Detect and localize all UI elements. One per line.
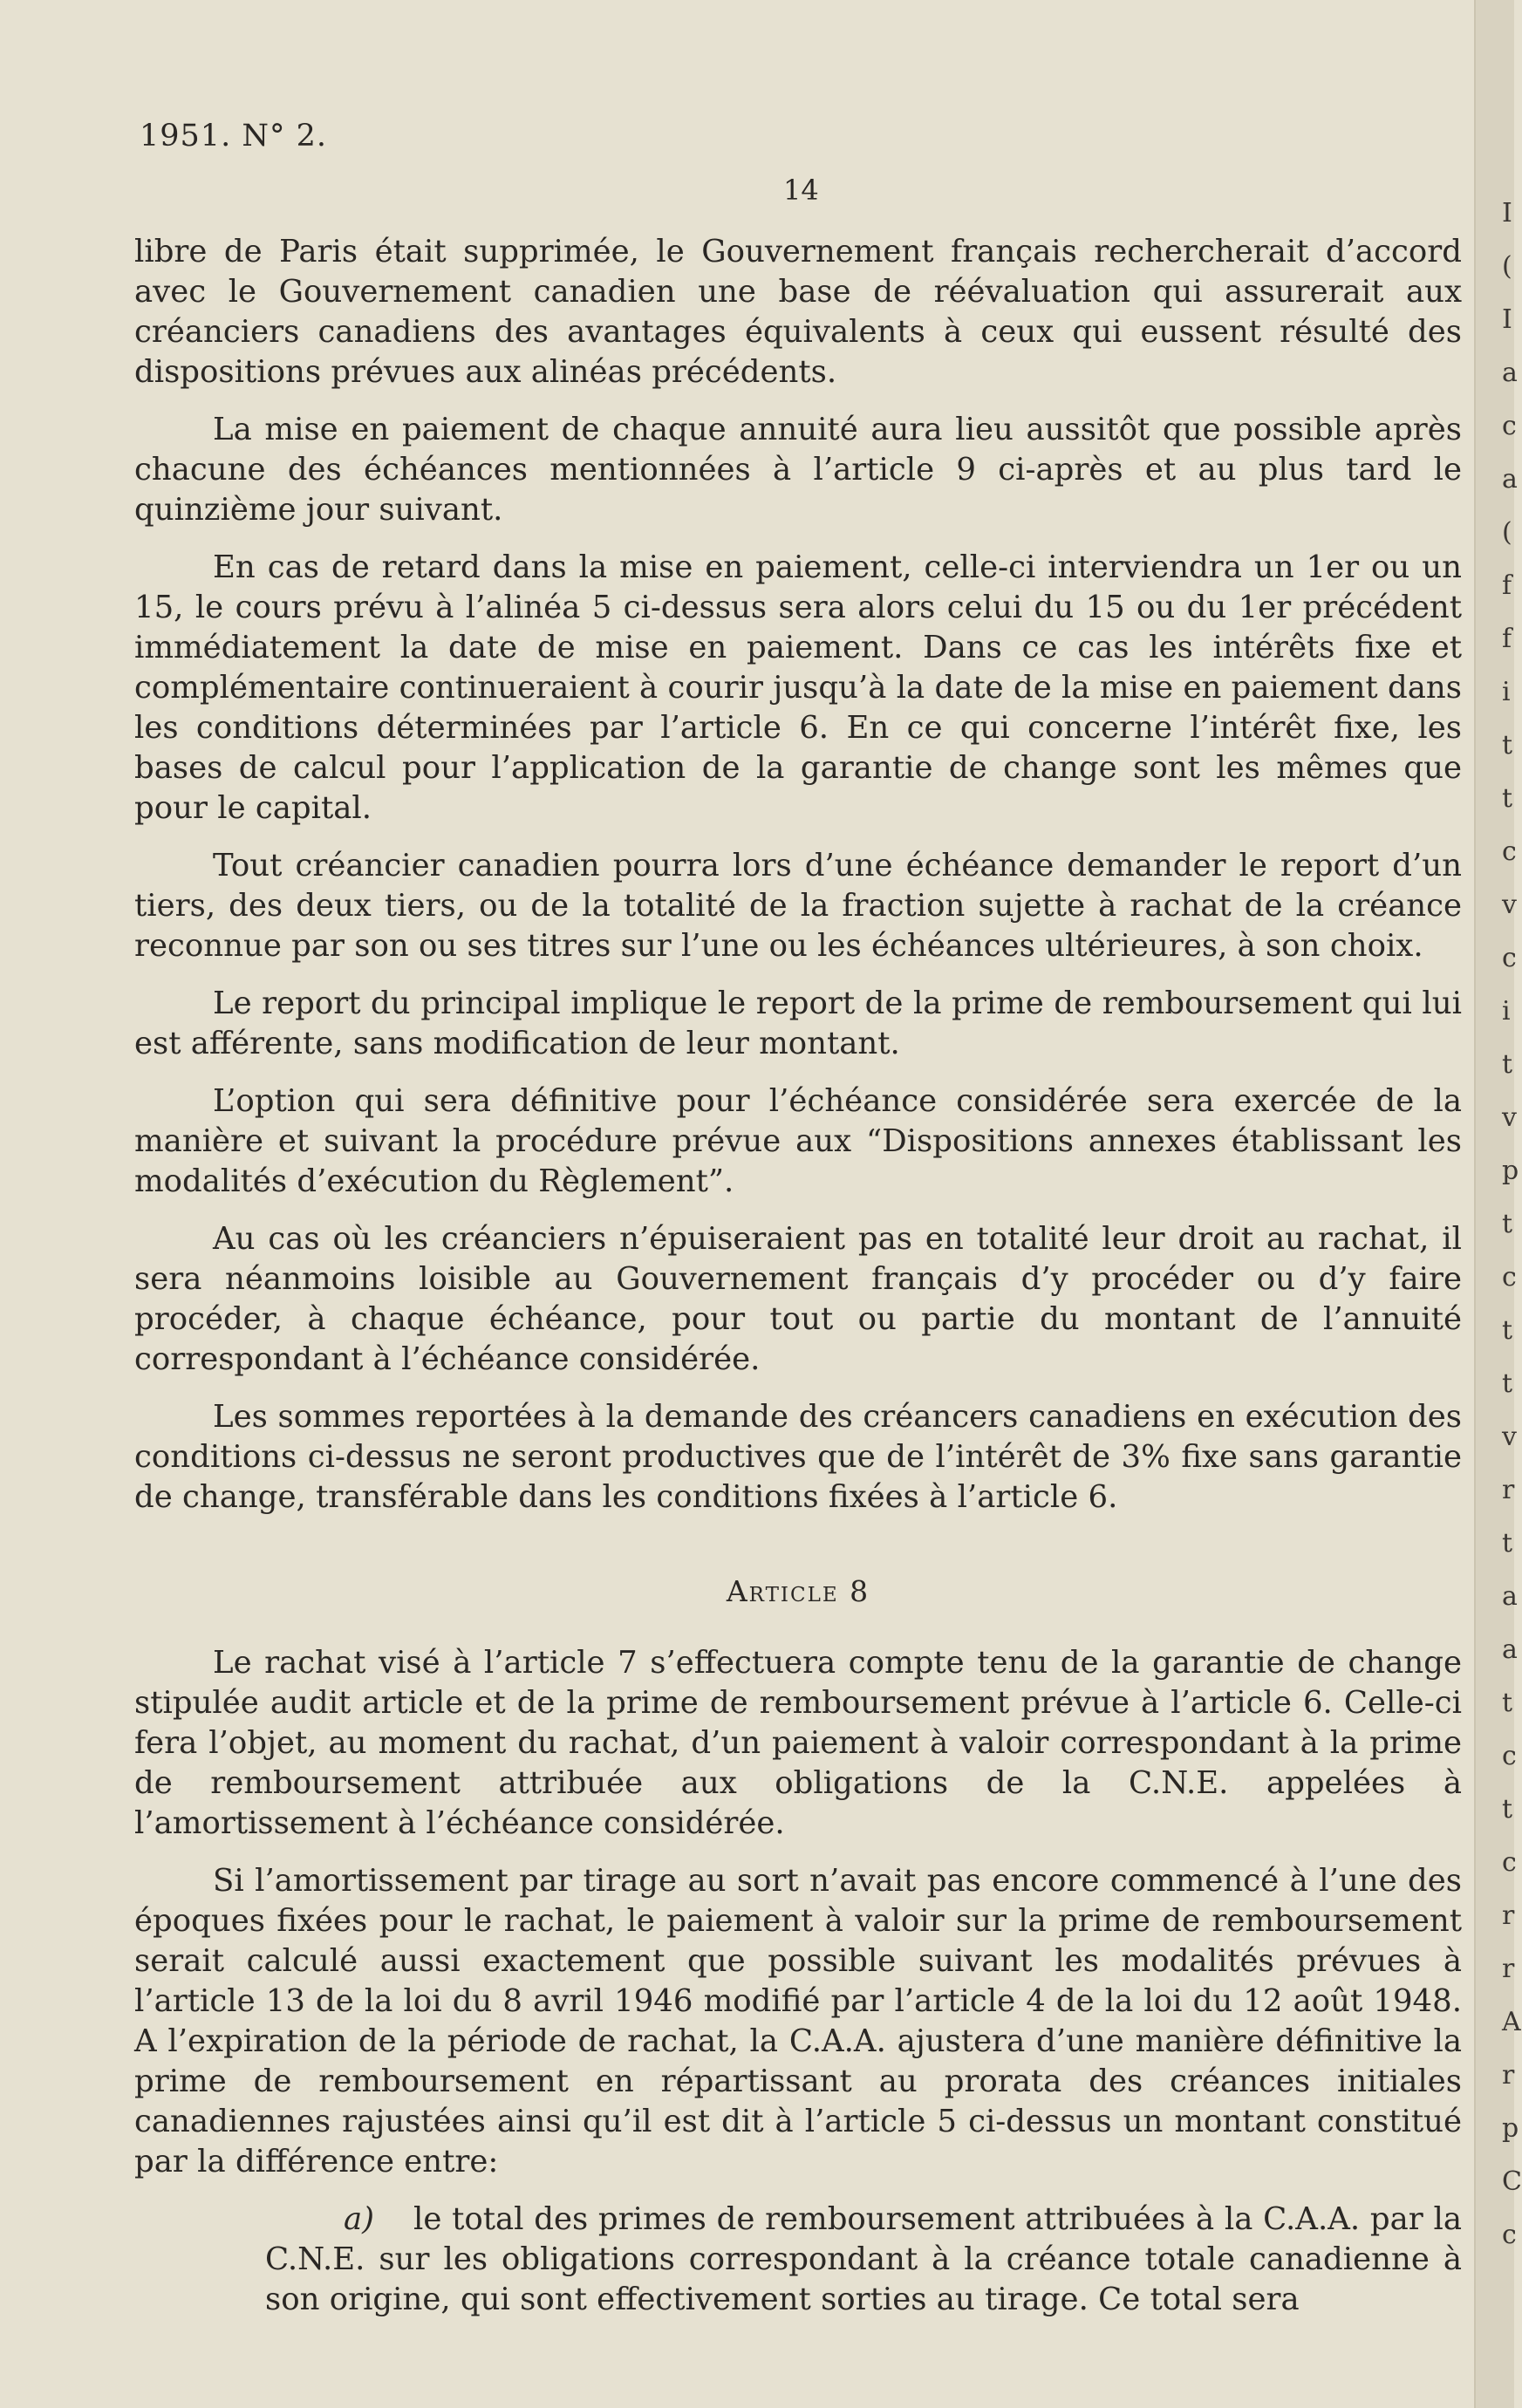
edge-letter: f (1502, 570, 1512, 601)
paragraph: Tout créancier canadien pourra lors d’une échéance demander le report d’un tiers, des deux tiers, ou de la totalité de la fraction sujette à rachat de la créance reconnue par son ou ses titres sur l’une ou les échéances ultérieures, à son choix. (134, 848, 1462, 964)
edge-letter: r (1502, 1900, 1515, 1931)
edge-letter: p (1502, 1156, 1519, 1186)
edge-letter: v (1502, 890, 1517, 920)
edge-letter: A (1502, 2007, 1521, 2037)
paragraph: libre de Paris était supprimée, le Gouvernement français rechercherait d’accord avec le Gouvernement canadien une base de réévaluation qui assurerait aux créanciers canadiens des avantages équivalents à ceux qui eussent résulté des dispositions prévues aux alinéas précédents. (134, 234, 1462, 390)
edge-letter: r (1502, 1954, 1515, 1984)
edge-letter: ( (1502, 251, 1512, 282)
edge-letter: t (1502, 1688, 1513, 1718)
paragraph: En cas de retard dans la mise en paiement, celle-ci interviendra un 1er ou un 15, le cours prévu à l’alinéa 5 ci-dessus sera alors celui du 15 ou du 1er précédent immédiatement la date de mise en paiement. Dans ce cas les intérêts fixe et complémentaire continueraient à courir jusqu’à la date de la mise en paiement dans les conditions déterminées par l’article 6. En ce qui concerne l’intérêt fixe, les bases de calcul pour l’application de la garantie de change sont les mêmes que pour le capital. (134, 549, 1462, 826)
edge-letter: p (1502, 2113, 1519, 2144)
article-heading: Article 8 (726, 1574, 870, 1608)
paragraph: Les sommes reportées à la demande des créancers canadiens en exécution des conditions ci-dessus ne seront productives que de l’intérêt de 3% fixe sans garantie de change, transférable dans les conditions fixées à l’article 6. (134, 1399, 1462, 1515)
paragraph: Le report du principal implique le report de la prime de remboursement qui lui est afférente, sans modification de leur montant. (134, 986, 1462, 1061)
edge-letter: v (1502, 1422, 1517, 1452)
edge-letter: t (1502, 730, 1513, 761)
edge-letter: ( (1502, 517, 1512, 548)
edge-letter: r (1502, 2060, 1515, 2091)
edge-letter: t (1502, 1209, 1513, 1239)
edge-letter: c (1502, 411, 1517, 441)
running-head: 1951. N° 2. (140, 119, 327, 153)
paragraph: Le rachat visé à l’article 7 s’effectuera compte tenu de la garantie de change stipulée audit article et de la prime de remboursement prévue à l’article 6. Celle-ci fera l’objet, au moment du rachat, d’un paiement à valoir correspondant à la prime de remboursement attribuée aux obligations de la C.N.E. appelées à l’amortissement à l’échéance considérée. (134, 1645, 1462, 1841)
edge-letter: c (1502, 1741, 1517, 1771)
edge-letter: I (1502, 198, 1512, 229)
page-number: 14 (783, 174, 819, 207)
enumeration-item (134, 2200, 1462, 2320)
enumeration-text: le total des primes de remboursement attribuées à la C.A.A. par la C.N.E. sur les obligations correspondant à la créance totale canadienne à son origine, qui sont effectivement sorties au tirage. Ce total sera (265, 2201, 1462, 2317)
paragraph: L’option qui sera définitive pour l’échéance considérée sera exercée de la manière et suivant la procédure prévue aux “Dispositions annexes établissant les modalités d’exécution du Règlement”. (134, 1083, 1462, 1199)
edge-letter: a (1502, 464, 1518, 495)
paragraph: Si l’amortissement par tirage au sort n’avait pas encore commencé à l’une des époques fixées pour le rachat, le paiement à valoir sur la prime de remboursement serait calculé aussi exactement que possible suivant les modalités prévues à l’article 13 de la loi du 8 avril 1946 modifié par l’article 4 de la loi du 12 août 1948. A l’expiration de la période de rachat, la C.A.A. ajustera d’une manière définitive la prime de remboursement en répartissant au prorata des créances initiales canadiennes rajustées ainsi qu’il est dit à l’article 5 ci-dessus un montant constitué par la différence entre: (134, 1863, 1462, 2179)
edge-letter: t (1502, 1794, 1513, 1825)
edge-letter: i (1502, 677, 1511, 707)
body-text (134, 232, 1462, 2337)
edge-letter: c (1502, 2220, 1517, 2250)
edge-letter: t (1502, 1049, 1513, 1080)
edge-letter: c (1502, 1262, 1517, 1293)
edge-letter: i (1502, 996, 1511, 1027)
paragraph: Au cas où les créanciers n’épuiseraient pas en totalité leur droit au rachat, il sera néanmoins loisible au Gouvernement français d’y procéder ou d’y faire procéder, à chaque échéance, pour tout ou partie du montant de l’annuité correspondant à l’échéance considérée. (134, 1221, 1462, 1377)
edge-letter: a (1502, 358, 1518, 388)
edge-letter: t (1502, 1368, 1513, 1399)
edge-letter: c (1502, 943, 1517, 973)
edge-letter: a (1502, 1581, 1518, 1612)
edge-letter: v (1502, 1102, 1517, 1133)
edge-letter: t (1502, 783, 1513, 814)
paragraph: La mise en paiement de chaque annuité aura lieu aussitôt que possible après chacune des échéances mentionnées à l’article 9 ci-après et au plus tard le quinzième jour suivant. (134, 412, 1462, 528)
edge-letter: I (1502, 304, 1512, 335)
edge-letter: f (1502, 624, 1512, 654)
edge-letter: r (1502, 1475, 1515, 1505)
enumeration-label: a) (344, 2201, 375, 2237)
edge-letter: c (1502, 1847, 1517, 1878)
edge-letter: c (1502, 836, 1517, 867)
edge-letter: t (1502, 1315, 1513, 1346)
edge-letter: t (1502, 1528, 1513, 1559)
edge-letter: a (1502, 1634, 1518, 1665)
edge-letter: C (1502, 2166, 1522, 2197)
